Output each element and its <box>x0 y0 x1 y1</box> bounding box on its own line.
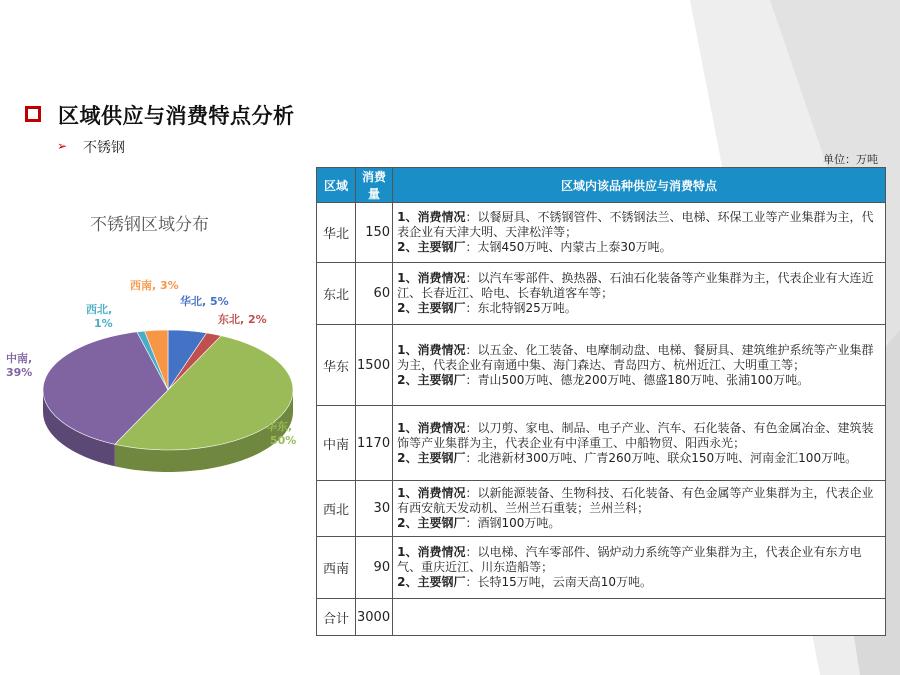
mills-label: 2、主要钢厂 <box>397 575 466 589</box>
region-table <box>316 167 886 636</box>
consumption-detail: ：以刀剪、家电、制品、电子产业、汽车、石化装备、有色金属冶金、建筑装饰等产业集群为主，代表企业有中泽重工、中船物贸、阳西永光； <box>397 420 874 450</box>
description-cell <box>393 325 886 406</box>
amount-cell: 60 <box>356 263 393 325</box>
mills-detail: ：酒钢100万吨。 <box>465 516 561 530</box>
consumption-text <box>397 271 881 301</box>
mills-label: 2、主要钢厂 <box>397 372 466 387</box>
header-description: 区域内该品种供应与消费特点 <box>393 168 886 203</box>
mills-detail: ：北港新材300万吨、广青260万吨、联众150万吨、河南金汇100万吨。 <box>465 450 858 465</box>
consumption-text <box>397 210 881 240</box>
consumption-detail: ：以新能源装备、生物科技、石化装备、有色金属等产业集群为主，代表企业有西安航天发动机、兰州兰石重装；兰州兰科； <box>397 486 874 515</box>
mills-label: 2、主要钢厂 <box>397 240 466 254</box>
consumption-text <box>397 486 881 516</box>
region-cell: 中南 <box>317 406 356 481</box>
header-region: 区域 <box>317 168 356 203</box>
consumption-label: 1、消费情况 <box>397 486 466 500</box>
mills-label: 2、主要钢厂 <box>397 450 466 465</box>
consumption-text <box>397 343 881 373</box>
consumption-label: 1、消费情况 <box>397 342 466 357</box>
amount-cell: 90 <box>356 537 393 599</box>
table-row <box>317 537 886 599</box>
consumption-text <box>397 421 881 451</box>
table-header-row <box>317 168 886 203</box>
mills-detail: ：长特15万吨，云南天高10万吨。 <box>465 575 652 589</box>
consumption-detail: ：以五金、化工装备、电摩制动盘、电梯、餐厨具、建筑维护系统等产业集群为主，代表企业有南通中集、海门森达、青岛四方、杭州近江、大明重工等； <box>397 342 874 372</box>
consumption-label: 1、消费情况 <box>397 271 466 285</box>
pie-chart <box>0 260 310 540</box>
arrow-bullet-icon: ➢ <box>57 139 68 153</box>
table-total-row <box>317 599 886 636</box>
mills-label: 2、主要钢厂 <box>397 516 466 530</box>
region-cell: 西北 <box>317 481 356 537</box>
mills-detail: ：东北特钢25万吨。 <box>465 301 577 315</box>
unit-label: 单位：万吨 <box>823 153 878 166</box>
total-amount: 3000 <box>356 599 393 636</box>
header-amount: 消费量 <box>356 168 393 203</box>
consumption-label: 1、消费情况 <box>397 210 466 224</box>
pie-label-东北: 东北, 2% <box>218 313 267 326</box>
amount-cell: 1500 <box>356 325 393 406</box>
description-cell <box>393 263 886 325</box>
amount-cell: 1170 <box>356 406 393 481</box>
consumption-label: 1、消费情况 <box>397 545 466 559</box>
amount-cell: 30 <box>356 481 393 537</box>
consumption-text <box>397 545 881 575</box>
description-cell <box>393 537 886 599</box>
region-cell: 东北 <box>317 263 356 325</box>
table-row <box>317 406 886 481</box>
page-subtitle: 不锈钢 <box>83 140 125 156</box>
mills-text <box>397 451 881 466</box>
table-row <box>317 203 886 263</box>
mills-text <box>397 516 881 531</box>
consumption-detail: ：以电梯、汽车零部件、锅炉动力系统等产业集群为主，代表企业有东方电气、重庆近江、川东造船等； <box>397 545 862 574</box>
table-row <box>317 325 886 406</box>
mills-text <box>397 240 881 255</box>
mills-text <box>397 575 881 590</box>
pie-label-西南: 西南, 3% <box>130 279 179 292</box>
consumption-label: 1、消费情况 <box>397 420 466 435</box>
region-cell: 西南 <box>317 537 356 599</box>
region-cell: 华北 <box>317 203 356 263</box>
description-cell <box>393 481 886 537</box>
amount-cell: 150 <box>356 203 393 263</box>
mills-detail: ：太钢450万吨、内蒙古上泰30万吨。 <box>465 240 672 254</box>
mills-text <box>397 301 881 316</box>
mills-text <box>397 373 881 388</box>
table-row <box>317 263 886 325</box>
description-cell <box>393 203 886 263</box>
title-bullet-icon <box>25 106 41 122</box>
mills-label: 2、主要钢厂 <box>397 301 466 315</box>
pie-label-华东: 华东, 50% <box>266 420 297 447</box>
region-cell: 华东 <box>317 325 356 406</box>
table-row <box>317 481 886 537</box>
total-label: 合计 <box>317 599 356 636</box>
consumption-detail: ：以汽车零部件、换热器、石油石化装备等产业集群为主，代表企业有大连近江、长春近江、哈电、长春轨道客车等； <box>397 271 874 300</box>
mills-detail: ：青山500万吨、德龙200万吨、德盛180万吨、张浦100万吨。 <box>465 372 810 387</box>
page-title: 区域供应与消费特点分析 <box>58 104 295 128</box>
consumption-detail: ：以餐厨具、不锈钢管件、不锈钢法兰、电梯、环保工业等产业集群为主，代表企业有天津大明、天津松洋等； <box>397 210 874 239</box>
chart-title: 不锈钢区域分布 <box>90 215 209 235</box>
pie-label-中南: 中南, 39% <box>6 352 33 379</box>
pie-label-西北: 西北, 1% <box>86 303 113 330</box>
description-cell <box>393 406 886 481</box>
pie-label-华北: 华北, 5% <box>180 295 229 308</box>
total-description <box>393 599 886 636</box>
